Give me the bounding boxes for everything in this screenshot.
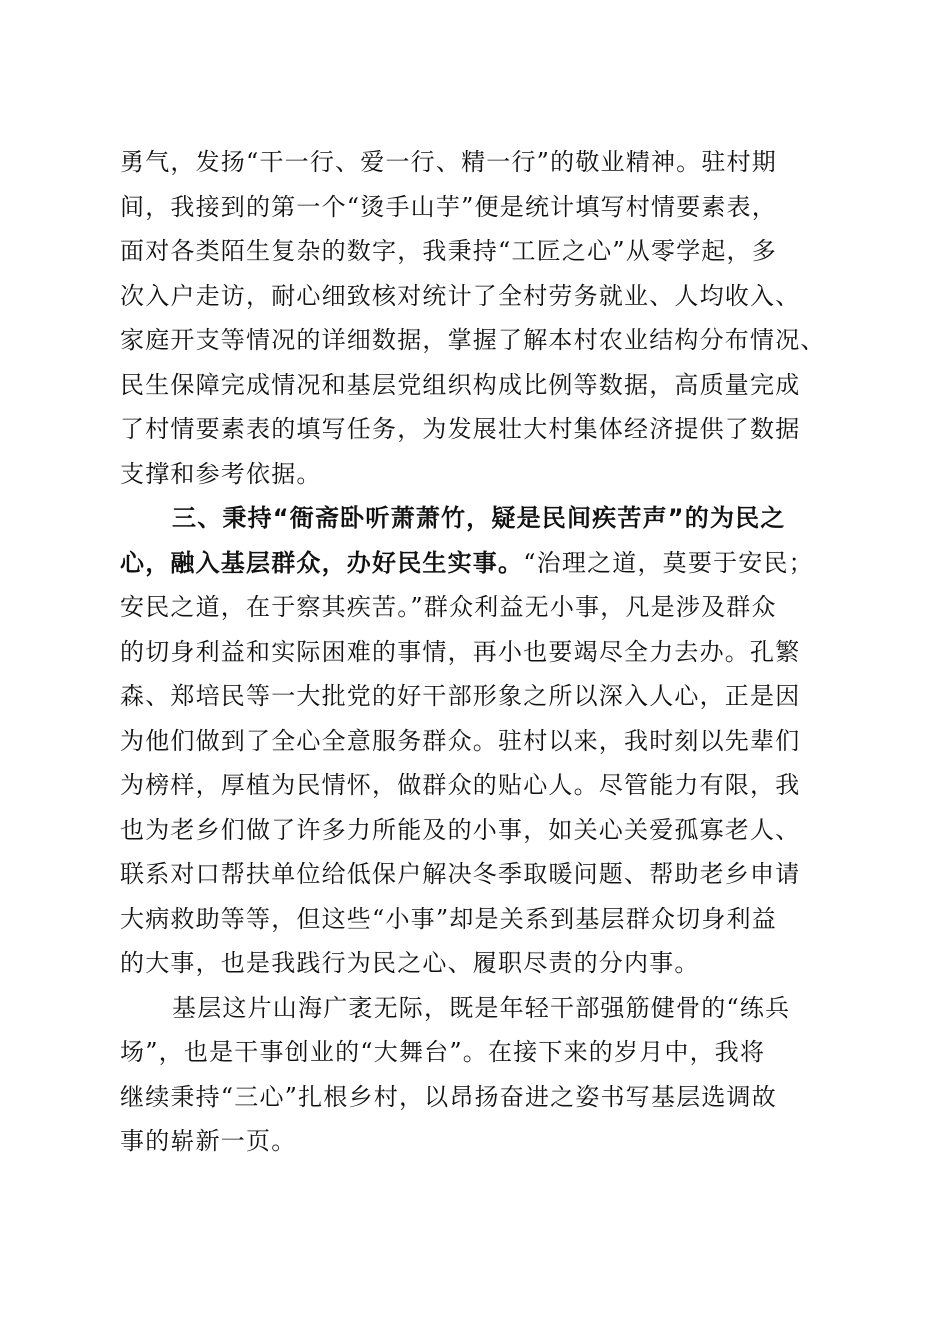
quote-text: “治理之道，莫要于安民； [523,548,814,577]
paragraph-2 [120,496,850,986]
text-line: 森、郑培民等一大批党的好干部形象之所以深入人心，正是因 [120,682,801,710]
text-line: 安民之道，在于察其疾苦。”群众利益无小事，凡是涉及群众 [120,593,777,621]
text-line: 为他们做到了全心全意服务群众。驻村以来，我时刻以先辈们 [120,726,801,755]
text-line: 家庭开支等情况的详细数据，掌握了解本村农业结构分布情况、 [120,326,826,354]
text-line: 场”，也是干事创业的“大舞台”。在接下来的岁月中，我将 [120,1038,766,1066]
paragraph-3 [120,986,850,1164]
text-line: 继续秉持“三心”扎根乡村，以昂扬奋进之姿书写基层选调故 [120,1082,777,1111]
text-line: 也为老乡们做了许多力所能及的小事，如关心关爱孤寡老人、 [120,815,801,844]
text-line: 的切身利益和实际困难的事情，再小也要竭尽全力去办。孔繁 [120,637,801,666]
text-line: 的大事，也是我践行为民之心、履职尽责的分内事。 [120,949,700,977]
text-line: 勇气，发扬“干一行、爱一行、精一行”的敬业精神。驻村期 [120,148,777,176]
text-line: 事的崭新一页。 [120,1127,297,1155]
section-heading-continuation: 心，融入基层群众，办好民生实事。 [120,548,524,577]
document-body [120,140,850,1164]
text-line: 了村情要素表的填写任务，为发展壮大村集体经济提供了数据 [120,415,801,443]
text-line: 基层这片山海广袤无际，既是年轻干部强筋健骨的“练兵 [172,993,791,1022]
text-line: 面对各类陌生复杂的数字，我秉持“工匠之心”从零学起，多 [120,237,777,265]
paragraph-1 [120,140,850,496]
text-line [120,541,850,586]
text-line: 大病救助等等，但这些“小事”却是关系到基层群众切身利益 [120,904,777,933]
text-line: 联系对口帮扶单位给低保户解决冬季取暖问题、帮助老乡申请 [120,860,801,888]
section-heading-line: 三、秉持“衙斋卧听萧萧竹，疑是民间疾苦声”的为民之 [172,504,786,532]
text-line: 次入户走访，耐心细致核对统计了全村劳务就业、人均收入、 [120,281,801,310]
text-line: 支撑和参考依据。 [120,459,322,488]
text-line: 间，我接到的第一个“烫手山芋”便是统计填写村情要素表， [120,192,777,221]
text-line: 民生保障完成情况和基层党组织构成比例等数据，高质量完成 [120,370,801,399]
text-line: 为榜样，厚植为民情怀，做群众的贴心人。尽管能力有限，我 [120,771,801,799]
